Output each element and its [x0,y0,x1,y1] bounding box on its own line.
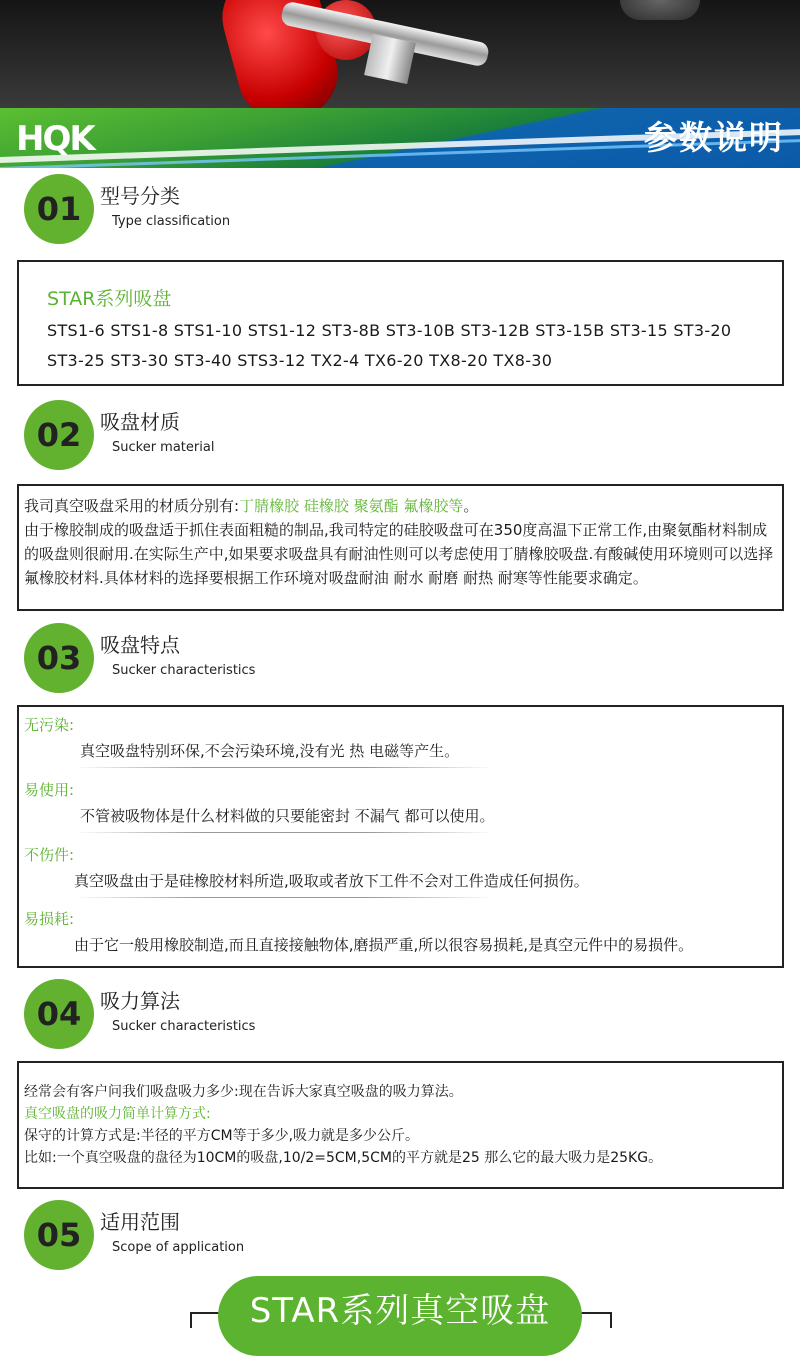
section-number-badge: 04 [24,979,94,1049]
material-body: 由于橡胶制成的吸盘适于抓住表面粗糙的制品,我司特定的硅胶吸盘可在350度高温下正常工作,由聚氨酯材料制成的吸盘则很耐用.在实际生产中,如果要求吸盘具有耐油性则可以考虑使用丁腈橡胶吸盘.有酸碱使用环境则可以选择氟橡胶材料.具体材料的选择要根据工作环境对吸盘耐油 耐水 耐磨 耐热 耐寒等性能要求确定。 [24,521,774,587]
divider [74,897,494,898]
feature-item [24,909,764,954]
section-number-badge: 02 [24,400,94,470]
material-intro: 我司真空吸盘采用的材质分别有: [24,497,240,515]
feature-desc: 真空吸盘特别环保,不会污染环境,没有光 热 电磁等产生。 [80,742,460,760]
section-header-03 [24,623,524,693]
banner-title: 参数说明 [644,118,784,157]
section-title: 吸力算法 [100,989,180,1013]
force-text-line: 经常会有客户问我们吸盘吸力多少:现在告诉大家真空吸盘的吸力算法。 [24,1084,463,1100]
section-subtitle: Sucker material [112,440,215,455]
model-list-line: ST3-25 ST3-30 ST3-40 STS3-12 TX2-4 TX6-20 TX8-20 TX8-30 [47,351,553,370]
section-header-02 [24,400,524,470]
feature-label: 不伤件: [24,846,75,864]
section-subtitle: Scope of application [112,1240,245,1255]
feature-item [24,715,764,760]
section-title: 型号分类 [100,184,180,208]
feature-label: 易使用: [24,781,75,799]
section-title: 适用范围 [100,1210,180,1234]
force-text-line: 比如:一个真空吸盘的盘径为10CM的吸盘,10/2=5CM,5CM的平方就是25 那么它的最大吸力是25KG。 [24,1150,663,1166]
feature-label: 无污染: [24,716,75,734]
suction-force-text [24,1081,776,1169]
characteristics-box [17,705,784,968]
section-number-badge: 01 [24,174,94,244]
brand-logo: HQK [16,119,94,159]
hero-product-photo [0,0,800,108]
section-title: 吸盘特点 [100,633,180,657]
section-banner [0,108,800,168]
feature-desc: 真空吸盘由于是硅橡胶材料所造,吸取或者放下工件不会对工件造成任何损伤。 [74,872,589,890]
background-part-image [620,0,700,20]
feature-desc: 不管被吸物体是什么材料做的只要能密封 不漏气 都可以使用。 [80,807,495,825]
feature-desc: 由于它一般用橡胶制造,而且直接接触物体,磨损严重,所以很容易损耗,是真空元件中的易损件。 [74,936,694,954]
force-text-line: 保守的计算方式是:半径的平方CM等于多少,吸力就是多少公斤。 [24,1128,420,1144]
material-box [17,484,784,611]
type-classification-box [17,260,784,386]
section-subtitle: Sucker characteristics [112,663,256,678]
section-subtitle: Type classification [112,214,231,229]
section-subtitle: Sucker characteristics [112,1019,256,1034]
section-number-badge: 05 [24,1200,94,1270]
model-list-line: STS1-6 STS1-8 STS1-10 STS1-12 ST3-8B ST3-10B ST3-12B ST3-15B ST3-15 ST3-20 [47,321,732,340]
feature-item [24,845,764,890]
material-list: 丁腈橡胶 硅橡胶 聚氨酯 氟橡胶等 [239,497,464,515]
material-intro-end: 。 [463,497,479,515]
feature-item [24,780,764,825]
divider [74,767,494,768]
feature-label: 易损耗: [24,910,75,928]
series-name: STAR系列吸盘 [47,288,172,310]
section-number-badge: 03 [24,623,94,693]
section-title: 吸盘材质 [100,410,180,434]
material-text [24,494,776,590]
model-list [47,316,767,376]
section-header-01 [24,174,524,244]
section-header-05 [24,1200,524,1270]
hex-nut-image [364,34,416,84]
footer-series-pill: STAR系列真空吸盘 [218,1276,582,1356]
suction-force-box [17,1061,784,1189]
divider [74,832,494,833]
section-header-04 [24,979,524,1049]
force-formula-heading: 真空吸盘的吸力简单计算方式: [24,1106,211,1122]
